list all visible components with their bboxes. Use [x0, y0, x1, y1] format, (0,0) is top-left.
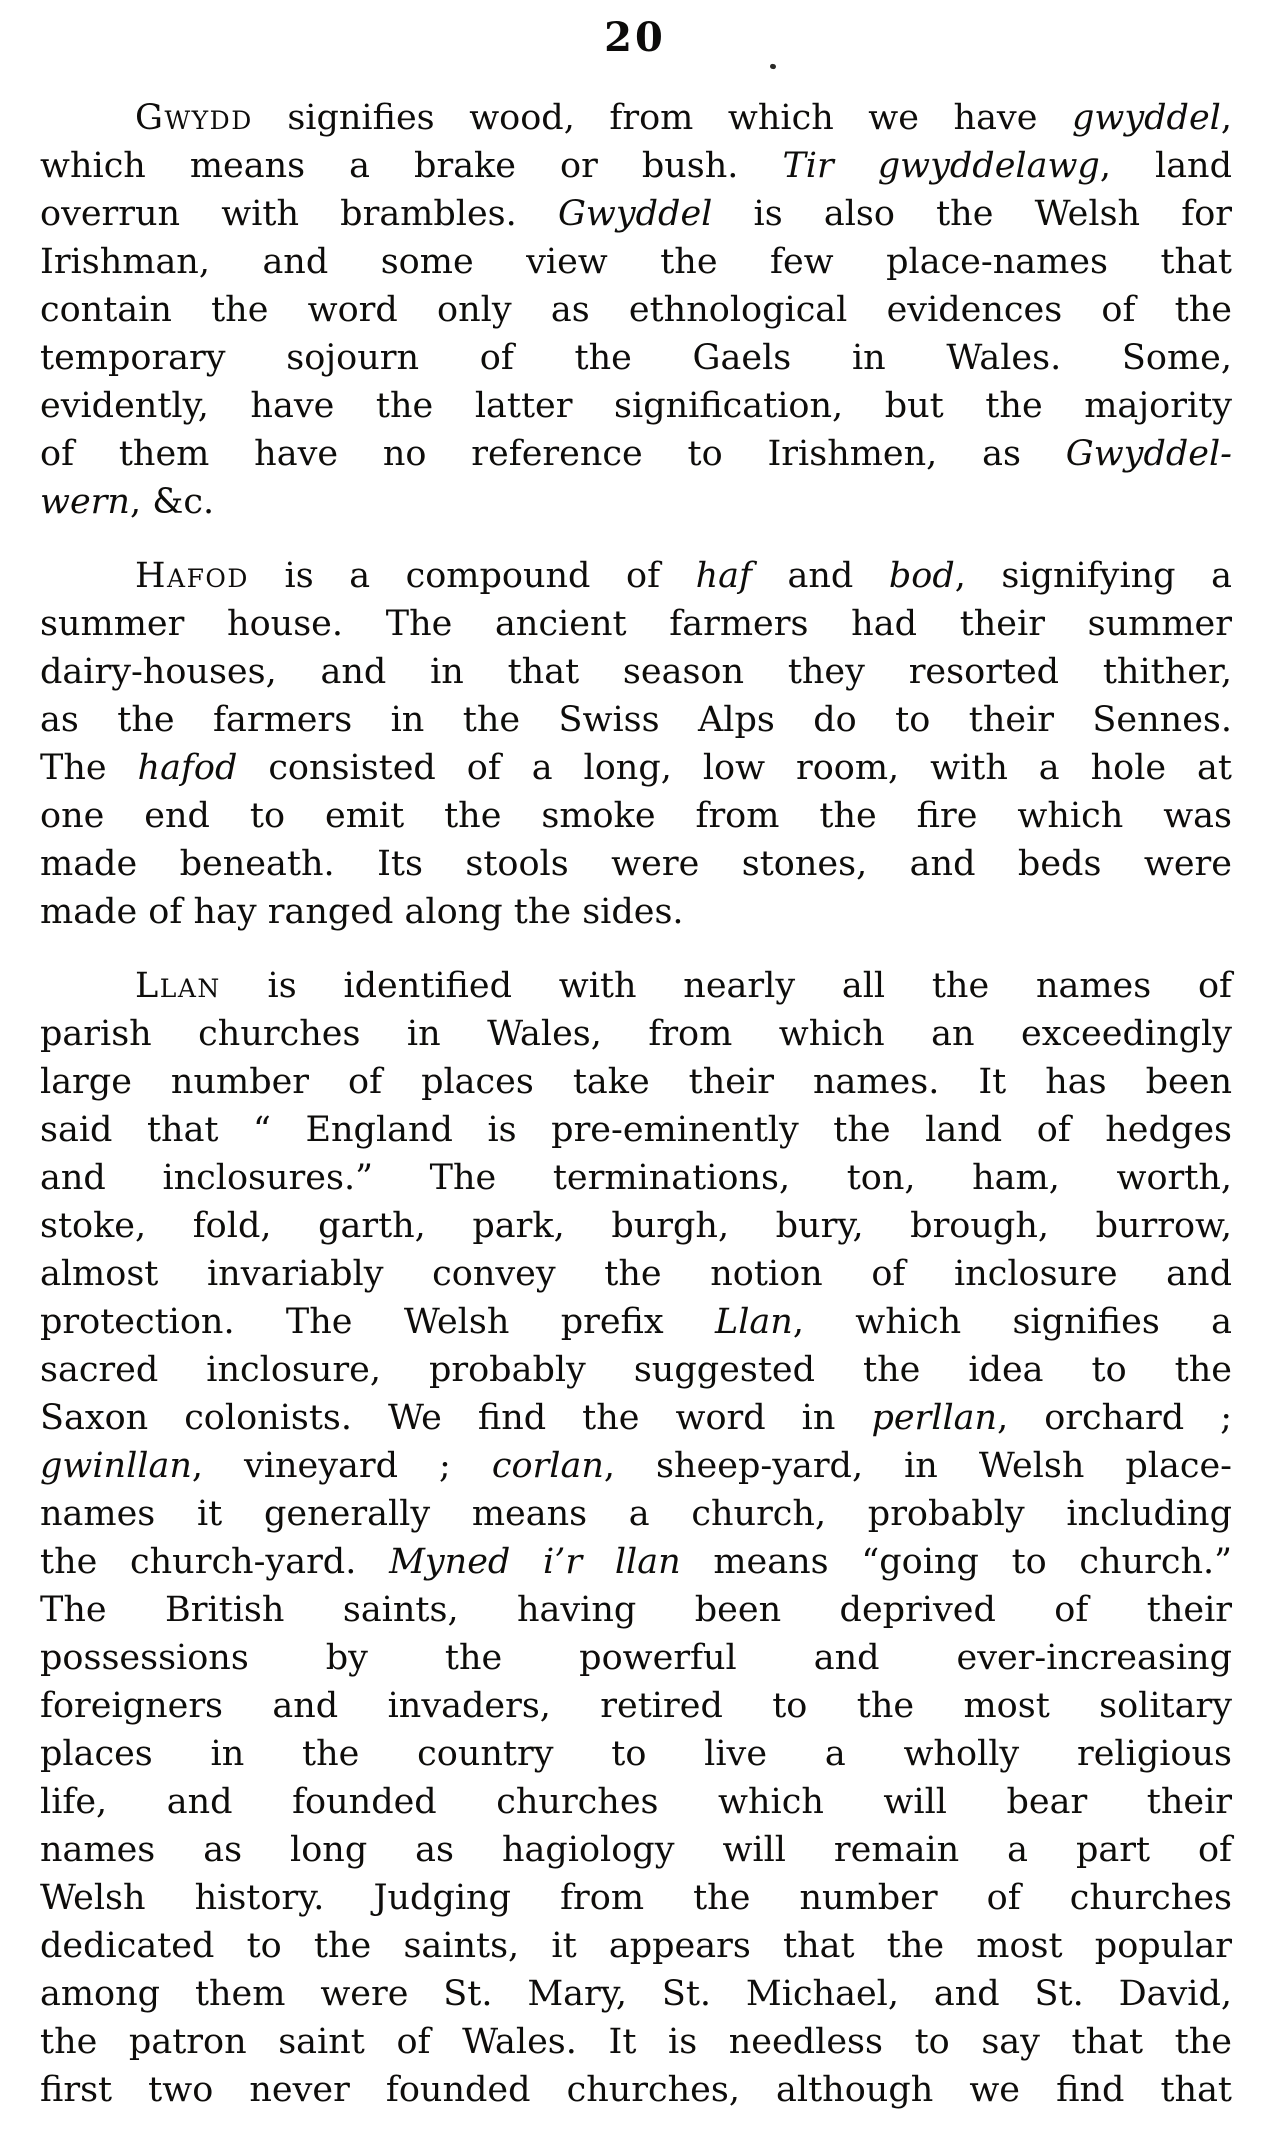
text-segment: which means a brake or bush.	[40, 146, 783, 186]
text-line	[40, 1970, 1232, 2018]
text-line	[40, 382, 1232, 430]
text-segment: stoke, fold, garth, park, burgh, bury, brough, burrow,	[40, 1206, 1232, 1246]
page-number: 20	[604, 14, 666, 61]
text-segment: of them have no reference to Irishmen, as	[40, 434, 1066, 474]
text-line	[40, 1106, 1232, 1154]
text-segment: ,	[1220, 98, 1232, 138]
text-line	[40, 1154, 1232, 1202]
text-line	[40, 1058, 1232, 1106]
text-line	[40, 1682, 1232, 1730]
paragraph-llan	[40, 962, 1232, 2114]
text-segment: , sheep-yard, in Welsh place-	[603, 1446, 1233, 1486]
text-segment: and inclosures.” The terminations, ton, ham, worth,	[40, 1158, 1232, 1198]
text-line	[40, 1298, 1232, 1346]
text-segment: the patron saint of Wales. It is needless to say that the	[40, 2022, 1232, 2062]
text-line	[40, 478, 1232, 526]
text-segment: sacred inclosure, probably suggested the idea to the	[40, 1350, 1232, 1390]
italic-term: corlan	[491, 1446, 604, 1486]
text-segment: foreigners and invaders, retired to the most solitary	[40, 1686, 1232, 1726]
italic-term: Gwyddel-	[1065, 434, 1232, 474]
text-segment: Irishman, and some view the few place-names that	[40, 242, 1232, 282]
paragraph-hafod	[40, 552, 1232, 936]
italic-term: perllan	[871, 1398, 998, 1438]
italic-term: Tir gwyddelawg	[782, 146, 1100, 186]
text-segment: evidently, have the latter signification, but the majority	[40, 386, 1232, 426]
text-segment: Saxon colonists. We find the word in	[40, 1398, 872, 1438]
text-line	[40, 1874, 1232, 1922]
page-text	[40, 94, 1232, 2114]
text-segment: signifies wood, from which we have	[252, 98, 1072, 138]
italic-term: haf	[695, 556, 752, 596]
text-line	[40, 1922, 1232, 1970]
text-segment: names as long as hagiology will remain a part of	[40, 1830, 1232, 1870]
text-line	[40, 1826, 1232, 1874]
paragraph-gwydd	[40, 94, 1232, 526]
text-segment: The British saints, having been deprived of their	[40, 1590, 1232, 1630]
text-segment: , which signifies a	[792, 1302, 1232, 1342]
text-segment: consisted of a long, low room, with a hole at	[237, 748, 1232, 788]
text-line	[40, 600, 1232, 648]
text-segment: is identified with nearly all the names of	[220, 966, 1232, 1006]
text-line	[40, 962, 1232, 1010]
text-segment: names it generally means a church, probably including	[40, 1494, 1232, 1534]
page-header	[0, 14, 1270, 61]
text-line	[40, 190, 1232, 238]
text-segment: almost invariably convey the notion of inclosure and	[40, 1254, 1232, 1294]
italic-term: gwyddel	[1072, 98, 1221, 138]
text-line	[40, 1778, 1232, 1826]
text-segment: the church-yard.	[40, 1542, 390, 1582]
text-line	[40, 2066, 1232, 2114]
text-segment: made beneath. Its stools were stones, and beds were	[40, 844, 1232, 884]
text-line	[40, 1730, 1232, 1778]
text-line	[40, 1634, 1232, 1682]
text-line	[40, 1250, 1232, 1298]
text-line	[40, 744, 1232, 792]
text-line	[40, 1202, 1232, 1250]
text-line	[40, 1442, 1232, 1490]
text-segment: made of hay ranged along the sides.	[40, 892, 684, 932]
text-line	[40, 142, 1232, 190]
text-segment: temporary sojourn of the Gaels in Wales. Some,	[40, 338, 1232, 378]
text-segment: one end to emit the smoke from the fire which was	[40, 796, 1232, 836]
text-line	[40, 334, 1232, 382]
text-segment: possessions by the powerful and ever-increasing	[40, 1638, 1232, 1678]
italic-term: Myned i’r llan	[389, 1542, 681, 1582]
text-line	[40, 94, 1232, 142]
text-segment: overrun with brambles.	[40, 194, 558, 234]
text-segment: first two never founded churches, although we find that	[40, 2070, 1232, 2110]
text-line	[40, 648, 1232, 696]
text-segment: dairy-houses, and in that season they resorted thither,	[40, 652, 1232, 692]
ink-speck	[770, 63, 777, 69]
text-line	[40, 1010, 1232, 1058]
text-segment: among them were St. Mary, St. Michael, and St. David,	[40, 1974, 1232, 2014]
text-segment: , &c.	[129, 482, 215, 522]
text-segment: and	[751, 556, 889, 596]
text-line	[40, 792, 1232, 840]
text-segment: , vineyard ;	[191, 1446, 492, 1486]
text-segment: contain the word only as ethnological evidences of the	[40, 290, 1232, 330]
text-line	[40, 238, 1232, 286]
lead-word: Gwydd	[135, 98, 253, 138]
italic-term: gwinllan	[40, 1446, 192, 1486]
text-segment: large number of places take their names. It has been	[40, 1062, 1232, 1102]
text-line	[40, 430, 1232, 478]
text-line	[40, 1586, 1232, 1634]
lead-word: Llan	[135, 966, 221, 1006]
text-line	[40, 840, 1232, 888]
text-segment: , land	[1099, 146, 1233, 186]
text-line	[40, 552, 1232, 600]
text-line	[40, 286, 1232, 334]
text-segment: The	[40, 748, 138, 788]
text-line	[40, 2018, 1232, 2066]
text-segment: Welsh history. Judging from the number of churches	[40, 1878, 1232, 1918]
text-segment: means “going to church.”	[680, 1542, 1233, 1582]
italic-term: hafod	[137, 748, 238, 788]
text-line	[40, 1346, 1232, 1394]
text-segment: , signifying a	[954, 556, 1232, 596]
text-segment: places in the country to live a wholly religious	[40, 1734, 1232, 1774]
lead-word: Hafod	[135, 556, 249, 596]
italic-term: wern	[40, 482, 130, 522]
text-line	[40, 1490, 1232, 1538]
text-line	[40, 888, 1232, 936]
text-line	[40, 1394, 1232, 1442]
text-segment: parish churches in Wales, from which an exceedingly	[40, 1014, 1232, 1054]
text-segment: , orchard ;	[997, 1398, 1232, 1438]
italic-term: Llan	[714, 1302, 793, 1342]
text-segment: summer house. The ancient farmers had their summer	[40, 604, 1232, 644]
text-segment: said that “ England is pre-eminently the land of hedges	[40, 1110, 1232, 1150]
text-segment: dedicated to the saints, it appears that the most popular	[40, 1926, 1232, 1966]
text-segment: protection. The Welsh prefix	[40, 1302, 715, 1342]
italic-term: bod	[888, 556, 955, 596]
text-line	[40, 1538, 1232, 1586]
text-segment: is also the Welsh for	[712, 194, 1233, 234]
text-segment: as the farmers in the Swiss Alps do to their Sennes.	[40, 700, 1232, 740]
text-line	[40, 696, 1232, 744]
text-segment: life, and founded churches which will bear their	[40, 1782, 1232, 1822]
text-segment: is a compound of	[248, 556, 696, 596]
italic-term: Gwyddel	[557, 194, 713, 234]
